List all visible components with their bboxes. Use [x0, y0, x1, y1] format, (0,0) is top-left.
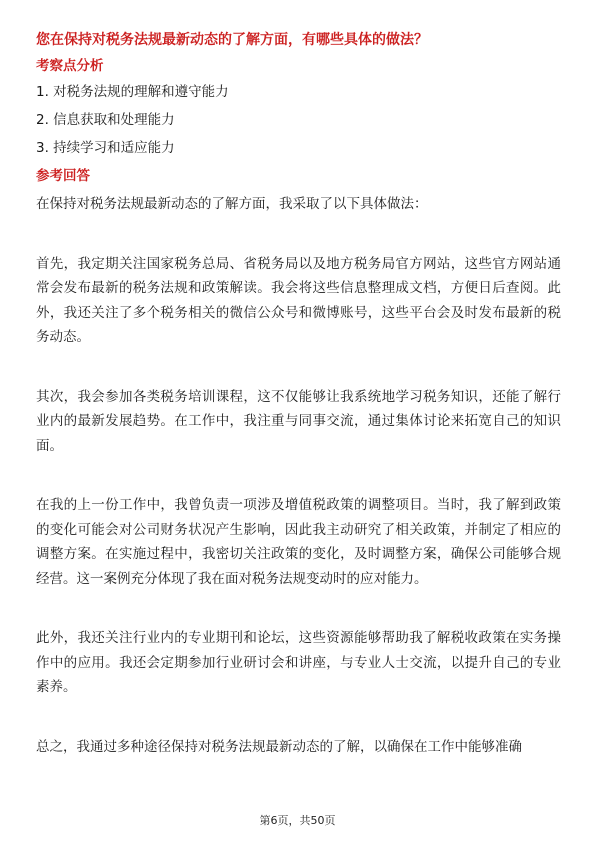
answer-paragraph: 此外，我还关注行业内的专业期刊和论坛，这些资源能够帮助我了解税收政策在实务操作中的应用。我还会定期参加行业研讨会和讲座，与专业人士交流，以提升自己的专业素养。 — [36, 630, 561, 695]
analysis-point: 2. 信息获取和处理能力 — [36, 112, 175, 128]
answer-intro: 在保持对税务法规最新动态的了解方面，我采取了以下具体做法： — [36, 196, 428, 212]
answer-heading: 参考回答 — [36, 168, 90, 184]
analysis-point: 1. 对税务法规的理解和遵守能力 — [36, 84, 229, 100]
answer-paragraph: 其次，我会参加各类税务培训课程，这不仅能够让我系统地学习税务知识，还能了解行业内的最新发展趋势。在工作中，我注重与同事交流，通过集体讨论来拓宽自己的知识面。 — [36, 388, 561, 454]
answer-paragraph: 首先，我定期关注国家税务总局、省税务局以及地方税务局官方网站，这些官方网站通常会发布最新的税务法规和政策解读。我会将这些信息整理成文档，方便日后查阅。此外，我还关注了多个税务相关的微信公众号和微博账号，这些平台会及时发布最新的税务动态。 — [36, 255, 561, 345]
answer-paragraph: 总之，我通过多种途径保持对税务法规最新动态的了解，以确保在工作中能够准确 — [36, 738, 522, 755]
analysis-heading: 考察点分析 — [36, 58, 104, 74]
document-page — [36, 30, 561, 794]
analysis-point: 3. 持续学习和适应能力 — [36, 140, 175, 156]
answer-paragraph: 在我的上一份工作中，我曾负责一项涉及增值税政策的调整项目。当时，我了解到政策的变化可能会对公司财务状况产生影响，因此我主动研究了相关政策，并制定了相应的调整方案。在实施过程中，我密切关注政策的变化，及时调整方案，确保公司能够合规经营。这一案例充分体现了我在面对税务法规变动时的应对能力。 — [36, 497, 561, 587]
question-title: 您在保持对税务法规最新动态的了解方面，有哪些具体的做法？ — [36, 32, 428, 48]
page-number-footer: 第6页，共50页 — [259, 814, 336, 827]
analysis-points-list — [36, 82, 561, 158]
